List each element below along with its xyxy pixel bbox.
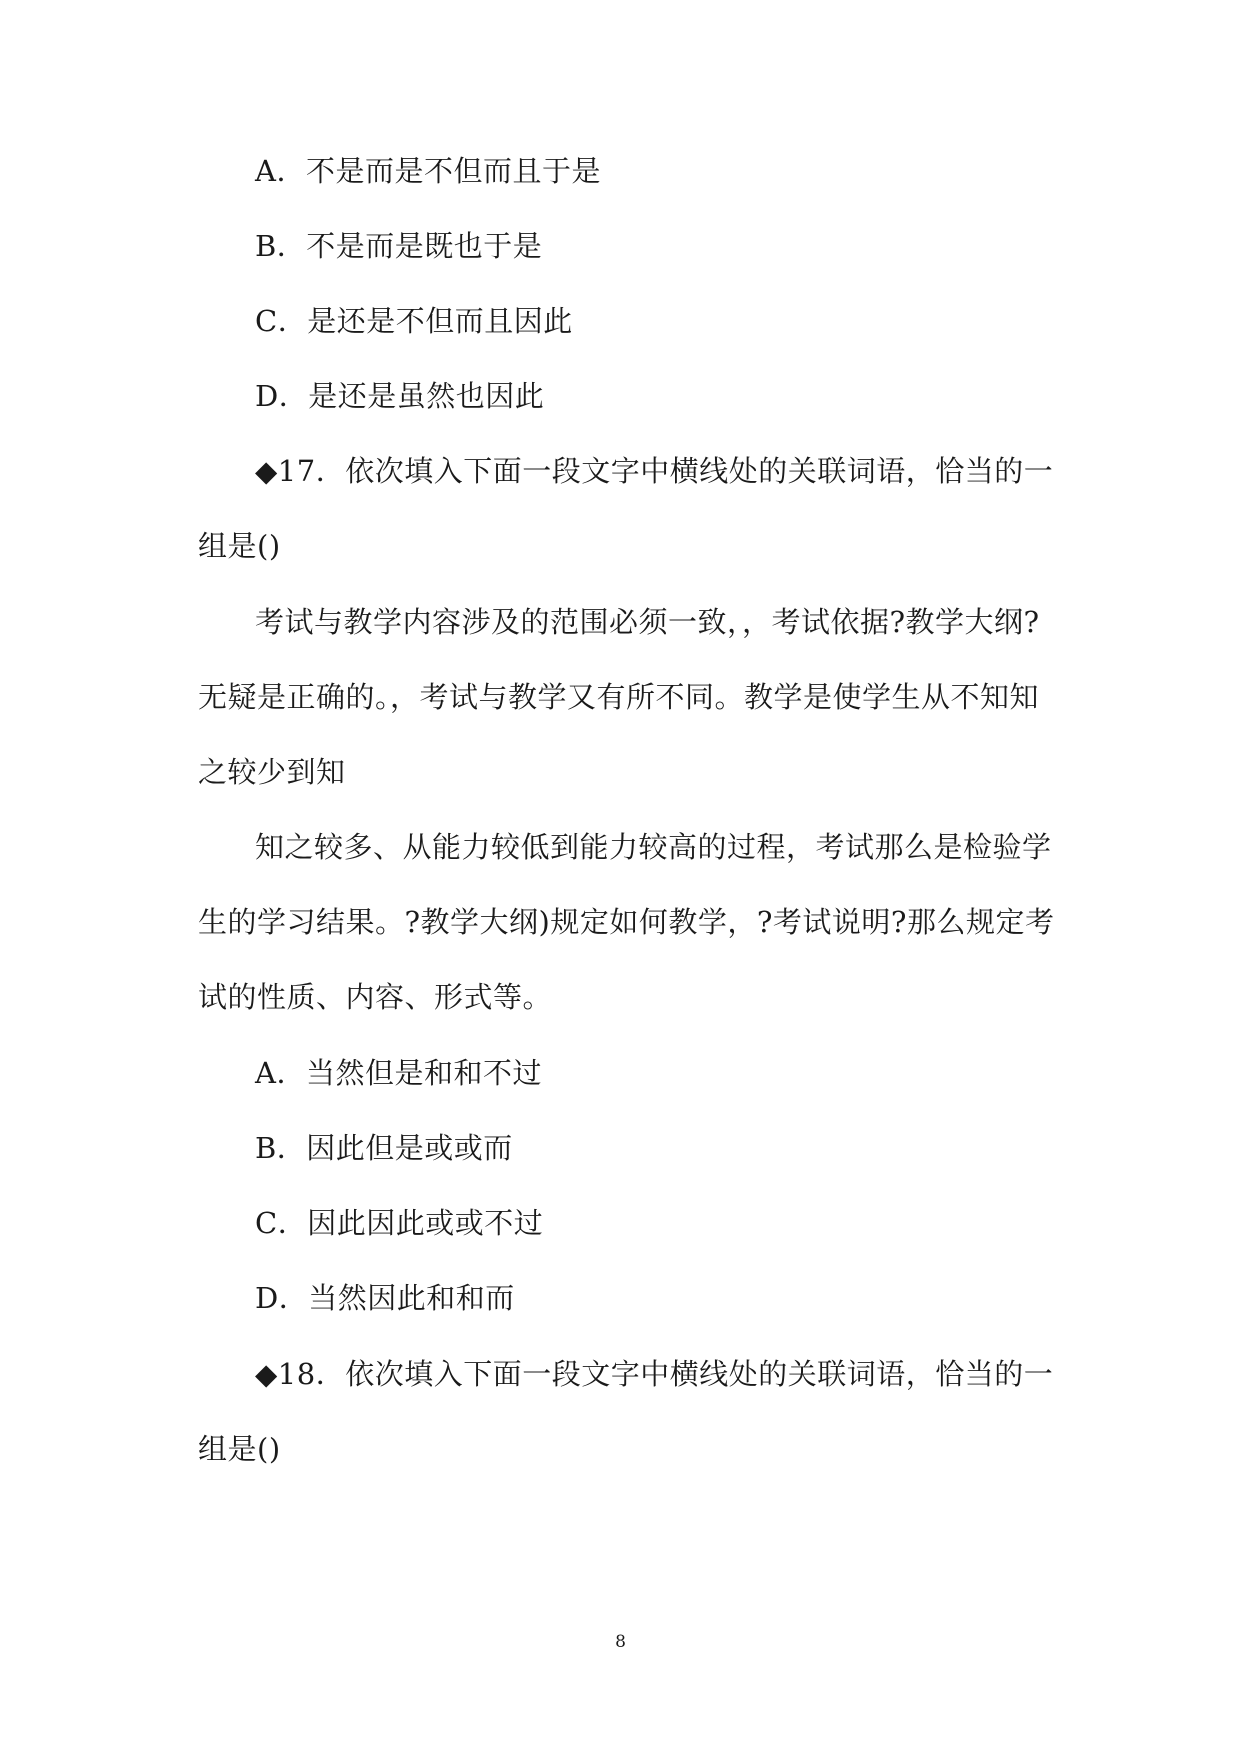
q17-passage-line: 之较少到知 (198, 755, 346, 789)
q17-stem-line-2: 组是() (198, 529, 281, 563)
q17-passage-line: 考试与教学内容涉及的范围必须一致，，考试依据?教学大纲? (255, 605, 1040, 639)
q16-option-b: B．不是而是既也于是 (255, 229, 543, 263)
q16-option-a: A．不是而是不但而且于是 (255, 154, 601, 188)
q17-passage-line: 知之较多、从能力较低到能力较高的过程，考试那么是检验学 (255, 830, 1052, 864)
q16-option-d: D．是还是虽然也因此 (255, 379, 545, 413)
q16-option-c: C．是还是不但而且因此 (255, 304, 573, 338)
q17-passage-line: 试的性质、内容、形式等。 (198, 980, 553, 1014)
q18-stem-line-1: ◆18．依次填入下面一段文字中横线处的关联词语，恰当的一 (255, 1357, 1054, 1391)
page-number: 8 (615, 1632, 626, 1652)
q17-option-c: C．因此因此或或不过 (255, 1206, 544, 1240)
q17-option-b: B．因此但是或或而 (255, 1131, 513, 1165)
q17-passage-line: 生的学习结果。?教学大纲)规定如何教学，?考试说明?那么规定考 (198, 905, 1055, 939)
q17-stem-line-1: ◆17．依次填入下面一段文字中横线处的关联词语，恰当的一 (255, 454, 1054, 488)
q17-option-a: A．当然但是和和不过 (255, 1056, 542, 1090)
q17-passage-line: 无疑是正确的。，考试与教学又有所不同。教学是使学生从不知知 (198, 680, 1040, 714)
q17-option-d: D．当然因此和和而 (255, 1281, 515, 1315)
q18-stem-line-2: 组是() (198, 1432, 281, 1466)
